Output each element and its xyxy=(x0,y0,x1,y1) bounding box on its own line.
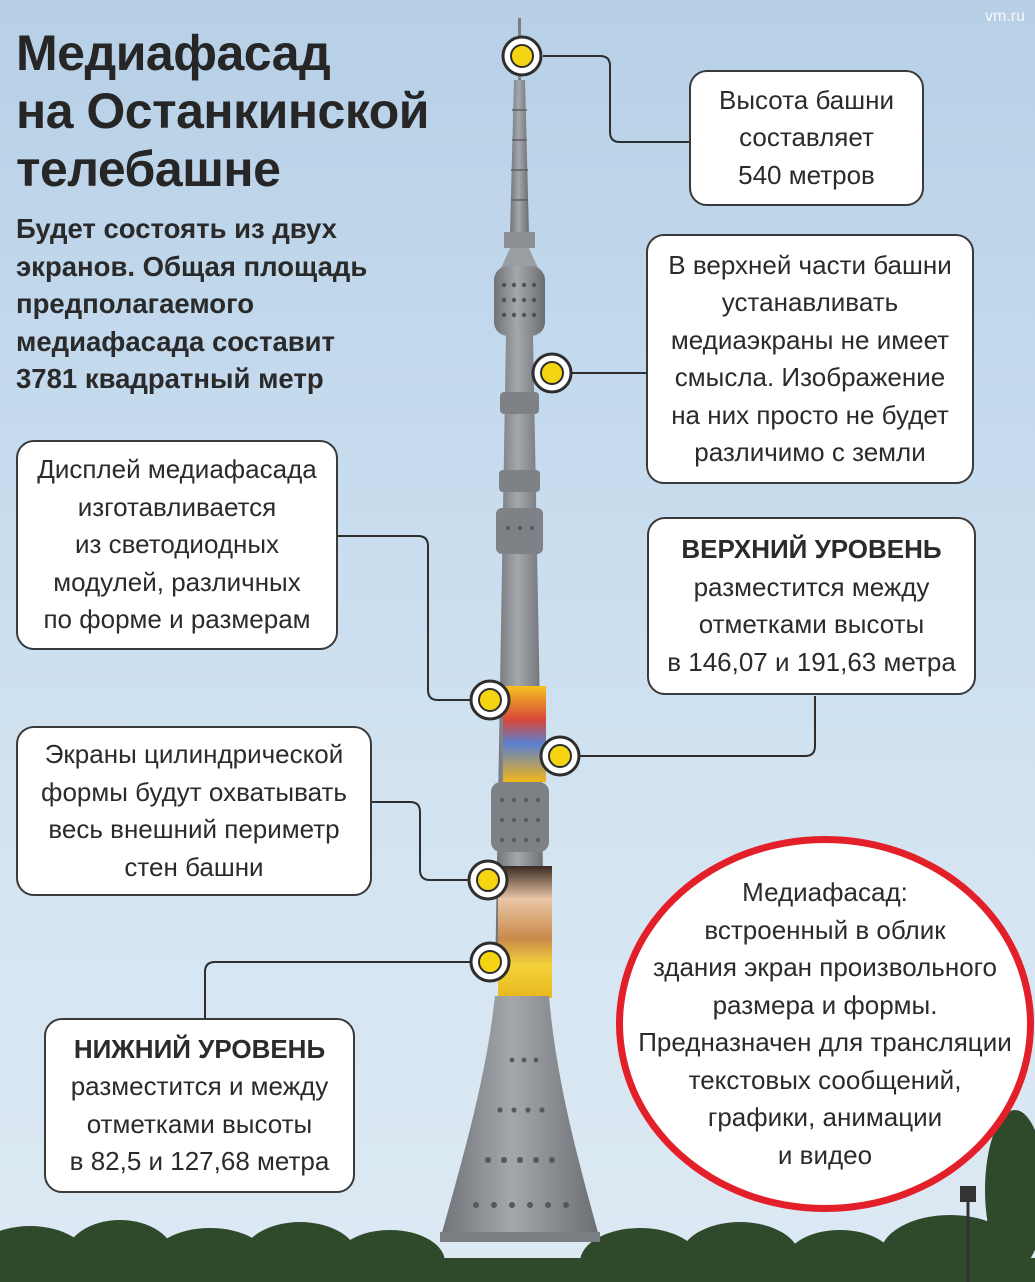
marker-dot-icon xyxy=(533,354,571,392)
callout-line: в 146,07 и 191,63 метра xyxy=(667,646,956,677)
callout-line: устанавливать xyxy=(721,287,899,317)
tower-base xyxy=(440,996,600,1240)
callout-lower-level xyxy=(44,1018,355,1193)
definition-line: Предназначен для трансляции xyxy=(638,1027,1012,1057)
callout-line: весь внешний периметр xyxy=(48,814,340,844)
marker-dot-icon xyxy=(503,37,541,75)
callout-line: из светодиодных xyxy=(74,529,280,560)
title-line: Медиафасад xyxy=(16,25,331,81)
definition-line: графики, анимации xyxy=(707,1102,943,1132)
callout-line: стен башни xyxy=(124,851,264,882)
definition-line: Медиафасад: xyxy=(742,877,908,907)
marker-dot-icon xyxy=(541,737,579,775)
definition-line: текстовых сообщений, xyxy=(688,1064,962,1095)
callout-line: В верхней части башни xyxy=(668,249,952,280)
callout-line: в 82,5 и 127,68 метра xyxy=(69,1146,330,1176)
callout-line: разместится и между xyxy=(70,1071,329,1101)
callout-line: разместится между xyxy=(693,571,930,602)
subtitle-line: Будет состоять из двух xyxy=(16,213,337,244)
subtitle-line: 3781 квадратный метр xyxy=(16,363,324,394)
callout-line: медиаэкраны не имеет xyxy=(670,324,950,355)
subtitle xyxy=(16,210,436,398)
subtitle-line: предполагаемого xyxy=(16,288,254,319)
tower-upper-pod xyxy=(494,248,545,336)
subtitle-line: медиафасада составит xyxy=(16,325,336,357)
callout-line: Дисплей медиафасада xyxy=(37,454,317,485)
marker-dot-icon xyxy=(471,681,509,719)
page-title xyxy=(16,24,429,198)
callout-line: модулей, различных xyxy=(53,566,301,597)
callout-line: отметками высоты xyxy=(698,609,925,639)
definition-line: встроенный в облик xyxy=(704,914,946,945)
title-line: телебашне xyxy=(16,141,281,197)
callout-line: формы будут охватывать xyxy=(41,776,347,807)
callout-line: Высота башни xyxy=(718,84,894,115)
callout-heading: НИЖНИЙ УРОВЕНЬ xyxy=(73,1033,326,1064)
callout-line: различимо с земли xyxy=(694,437,926,467)
callout-cylinder xyxy=(16,726,372,896)
callout-upper-level xyxy=(647,517,976,695)
marker-dot-icon xyxy=(471,943,509,981)
callout-line: составляет xyxy=(739,122,874,153)
callout-line: смысла. Изображение xyxy=(674,362,946,392)
definition-circle xyxy=(616,836,1034,1212)
callout-heading: ВЕРХНИЙ УРОВЕНЬ xyxy=(681,534,942,564)
definition-line: и видео xyxy=(777,1139,873,1170)
callout-height xyxy=(689,70,924,206)
source-label: vm.ru xyxy=(985,8,1025,25)
definition-line: размера и формы. xyxy=(712,989,938,1020)
subtitle-line: экранов. Общая площадь xyxy=(16,250,368,282)
callout-line: Экраны цилиндрической xyxy=(44,739,344,769)
callout-line: изготавливается xyxy=(77,491,277,522)
callout-line: 540 метров xyxy=(738,159,875,190)
callout-display xyxy=(16,440,338,650)
callout-top-note xyxy=(646,234,974,484)
definition-line: здания экран произвольного xyxy=(652,952,998,982)
title-line: на Останкинской xyxy=(16,83,430,139)
callout-line: отметками высоты xyxy=(86,1108,313,1139)
marker-dot-icon xyxy=(469,861,507,899)
callout-line: на них просто не будет xyxy=(671,399,949,430)
callout-line: по форме и размерам xyxy=(43,604,311,635)
